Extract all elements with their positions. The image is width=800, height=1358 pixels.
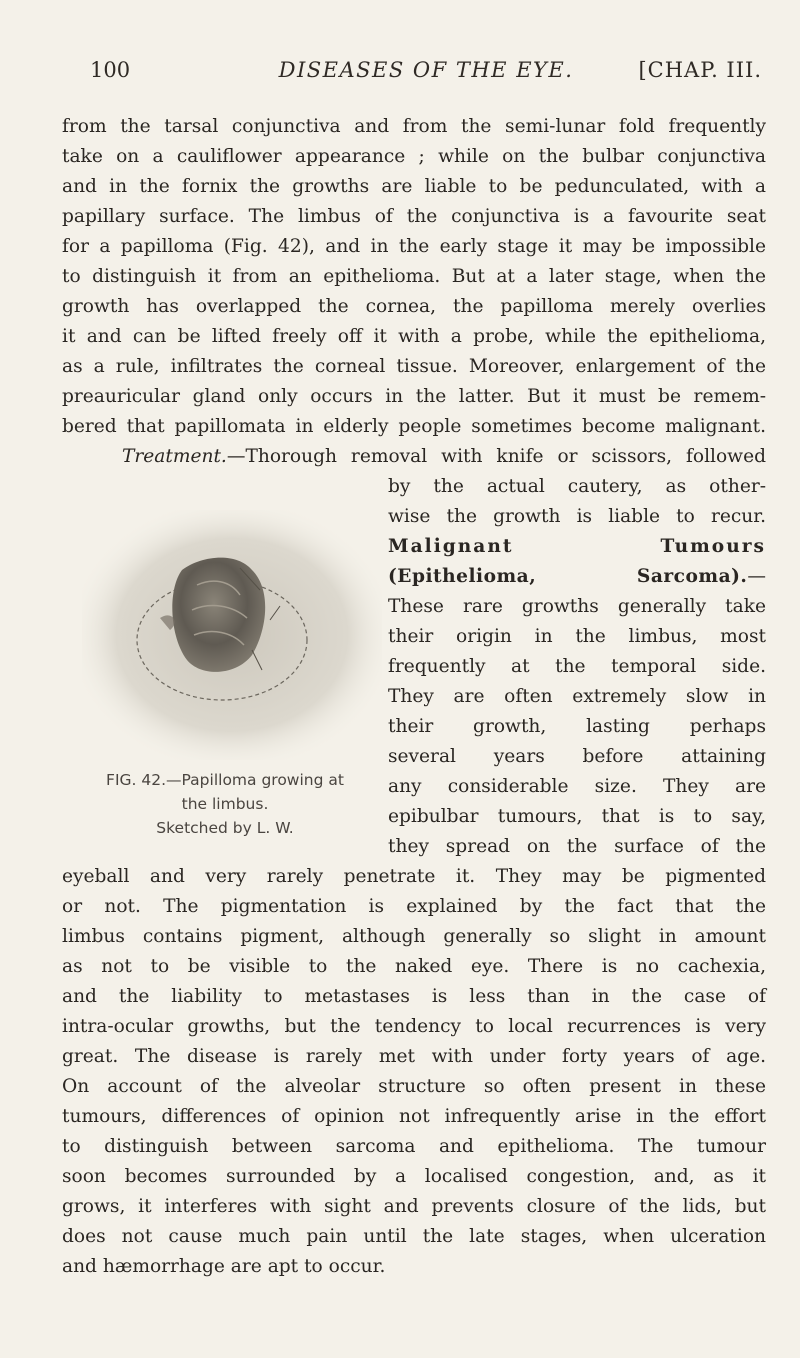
text-line: and the liability to metastases is less than in the case of xyxy=(62,986,766,1007)
text-line: and hæmorrhage are apt to occur. xyxy=(62,1256,386,1277)
text-line: limbus contains pigment, although generally so slight in amount xyxy=(62,926,766,947)
text-line: eyeball and very rarely penetrate it. They may be pigmented xyxy=(62,866,766,887)
papilloma-growth xyxy=(172,558,265,672)
text-line: as a rule, infiltrates the corneal tissue. Moreover, enlargement of the xyxy=(62,356,766,377)
text-line: and in the fornix the growths are liable to be pedunculated, with a xyxy=(62,176,766,197)
text-line: does not cause much pain until the late stages, when ulceration xyxy=(62,1226,766,1247)
text-line: or not. The pigmentation is explained by the fact that the xyxy=(62,896,766,917)
text-line: to distinguish it from an epithelioma. But at a later stage, when the xyxy=(62,266,766,287)
text-line: any considerable size. They are xyxy=(388,776,766,797)
text-line: for a papilloma (Fig. 42), and in the early stage it may be impossible xyxy=(62,236,766,257)
section-subheading: (Epithelioma, Sarcoma). xyxy=(388,566,748,587)
section-subheading-line xyxy=(388,562,766,592)
treatment-text: —Thorough removal with knife or scissors, followed xyxy=(226,446,766,467)
text-line: tumours, differences of opinion not infrequently arise in the effort xyxy=(62,1106,766,1127)
text-line: wise the growth is liable to recur. xyxy=(388,506,766,527)
text-line: bered that papillomata in elderly people sometimes become malignant. xyxy=(62,416,766,437)
text-line: soon becomes surrounded by a localised congestion, and, as it xyxy=(62,1166,766,1187)
caption-line: the limbus. xyxy=(181,795,269,813)
text-line: as not to be visible to the naked eye. There is no cachexia, xyxy=(62,956,766,977)
text-line: preauricular gland only occurs in the latter. But it must be remem- xyxy=(62,386,766,407)
caption-line: FIG. 42.—Papilloma growing at xyxy=(106,771,344,789)
text-line: from the tarsal conjunctiva and from the semi-lunar fold frequently xyxy=(62,116,766,137)
text-line: great. The disease is rarely met with under forty years of age. xyxy=(62,1046,766,1067)
page-number: 100 xyxy=(90,58,131,82)
section-heading: Malignant Tumours xyxy=(388,536,766,557)
text-line: growth has overlapped the cornea, the papilloma merely overlies xyxy=(62,296,766,317)
figure-42 xyxy=(62,510,388,837)
text-line: by the actual cautery, as other- xyxy=(388,476,766,497)
figure-caption xyxy=(62,768,388,840)
text-line: several years before attaining xyxy=(388,746,766,767)
text-line: grows, it interferes with sight and prevents closure of the lids, but xyxy=(62,1196,766,1217)
text-line: their origin in the limbus, most xyxy=(388,626,766,647)
running-header xyxy=(90,58,762,88)
text-line: They are often extremely slow in xyxy=(388,686,766,707)
text-line: frequently at the temporal side. xyxy=(388,656,766,677)
papilloma-illustration xyxy=(62,510,388,772)
chapter-label: [CHAP. III. xyxy=(638,58,762,82)
running-title: DISEASES OF THE EYE. xyxy=(278,58,574,82)
treatment-line xyxy=(122,442,766,472)
text-line: papillary surface. The limbus of the conjunctiva is a favourite seat xyxy=(62,206,766,227)
text-line: take on a cauliflower appearance ; while on the bulbar conjunctiva xyxy=(62,146,766,167)
text-line: their growth, lasting perhaps xyxy=(388,716,766,737)
treatment-label: Treatment. xyxy=(122,446,227,467)
text-line: they spread on the surface of the xyxy=(388,836,766,857)
text-line: to distinguish between sarcoma and epithelioma. The tumour xyxy=(62,1136,766,1157)
text-line: intra-ocular growths, but the tendency to local recurrences is very xyxy=(62,1016,766,1037)
caption-line: Sketched by L. W. xyxy=(156,819,294,837)
text-line: On account of the alveolar structure so often present in these xyxy=(62,1076,766,1097)
text-line: it and can be lifted freely off it with a probe, while the epithelioma, xyxy=(62,326,766,347)
heading-dash: — xyxy=(747,566,766,587)
text-line: These rare growths generally take xyxy=(388,596,766,617)
text-line: epibulbar tumours, that is to say, xyxy=(388,806,766,827)
